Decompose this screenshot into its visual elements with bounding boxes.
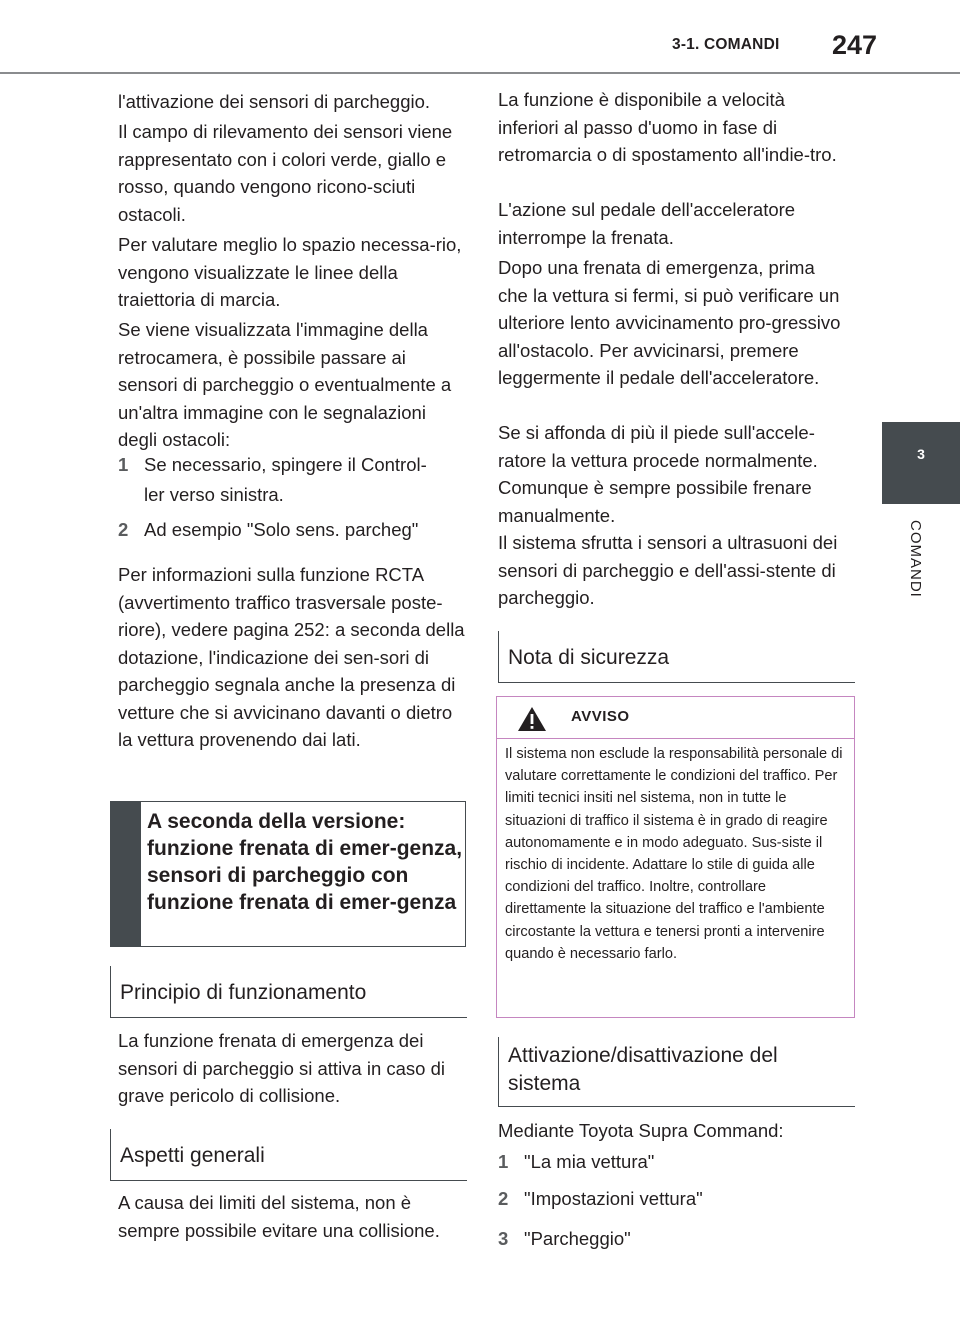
heading-bar bbox=[111, 802, 141, 946]
left-step-1 bbox=[118, 451, 468, 511]
header-rule bbox=[0, 72, 960, 74]
principle-paragraph: La funzione frenata di emergenza dei sensori di parcheggio si attiva in caso di grave pericolo di collisione. bbox=[118, 1030, 446, 1106]
step-text: "Impostazioni vettura" bbox=[524, 1188, 703, 1209]
subheading-general bbox=[110, 1129, 467, 1181]
chapter-tab-label: COMANDI bbox=[907, 520, 924, 598]
left-step-2 bbox=[118, 516, 468, 546]
left-paragraph-3: Per valutare meglio lo spazio necessa-rio, vengono visualizzate le linee della traiettoria di marcia. bbox=[118, 234, 462, 310]
subheading-safety bbox=[498, 631, 855, 683]
section-heading-box bbox=[110, 801, 466, 947]
right-paragraph-5: Il sistema sfrutta i sensori a ultrasuoni dei sensori di parcheggio e dell'assi-stente di parcheggio. bbox=[498, 532, 838, 608]
right-paragraph-3: Dopo una frenata di emergenza, prima che la vettura si fermi, si può verificare un ulteriore lento avvicinamento pro-gressivo all'ostacolo. Per avvicinarsi, premere leggermente il pedale dell'acceleratore. bbox=[498, 257, 841, 388]
rcta-paragraph: Per informazioni sulla funzione RCTA (avvertimento traffico trasversale poste-riore), vedere pagina 252: a seconda della dotazione, l'indicazione dei sen-sori di parcheggio segnala anche la presenza di vetture che si avvicinano davanti o dietro la vettura provenendo dai lati. bbox=[118, 564, 465, 750]
step-text: "Parcheggio" bbox=[524, 1228, 631, 1249]
step-number: 1 bbox=[498, 1151, 509, 1172]
warning-box bbox=[496, 696, 855, 1018]
right-step-2 bbox=[498, 1185, 848, 1215]
step-text-line-1: Se necessario, spingere il Control- bbox=[144, 454, 427, 475]
right-step-3 bbox=[498, 1225, 848, 1255]
chapter-tab bbox=[882, 422, 960, 504]
right-paragraph-4: Se si affonda di più il piede sull'accele-ratore la vettura procede normalmente. Comunque è sempre possibile frenare manualmente. bbox=[498, 422, 818, 526]
left-paragraph-1: l'attivazione dei sensori di parcheggio. bbox=[118, 91, 431, 112]
activation-intro: Mediante Toyota Supra Command: bbox=[498, 1120, 784, 1141]
warning-header bbox=[497, 697, 854, 739]
step-number: 2 bbox=[118, 519, 129, 540]
general-paragraph: A causa dei limiti del sistema, non è sempre possibile evitare una collisione. bbox=[118, 1192, 440, 1241]
step-number: 1 bbox=[118, 454, 129, 475]
right-paragraph-1: La funzione è disponibile a velocità inferiori al passo d'uomo in fase di retromarcia o di spostamento all'indie-tro. bbox=[498, 89, 837, 165]
chapter-tab-number: 3 bbox=[917, 446, 925, 462]
left-paragraph-4: Se viene visualizzata l'immagine della retrocamera, è possibile passare ai sensori di parcheggio o eventualmente a un'altra immagine con le segnalazioni degli ostacoli: bbox=[118, 319, 452, 450]
right-step-1 bbox=[498, 1148, 848, 1178]
subheading-principle-text: Principio di funzionamento bbox=[120, 981, 367, 1004]
subheading-principle bbox=[110, 966, 467, 1018]
warning-triangle-icon bbox=[517, 706, 547, 732]
step-text: Ad esempio "Solo sens. parcheg" bbox=[144, 519, 419, 540]
step-text-line-2: ler verso sinistra. bbox=[144, 484, 284, 505]
page-number: 247 bbox=[832, 30, 878, 60]
step-number: 2 bbox=[498, 1188, 509, 1209]
subheading-activation-text: Attivazione/disattivazione del sistema bbox=[508, 1044, 778, 1095]
step-number: 3 bbox=[498, 1228, 509, 1249]
step-text: "La mia vettura" bbox=[524, 1151, 655, 1172]
subheading-activation bbox=[498, 1037, 855, 1107]
right-paragraph-2: L'azione sul pedale dell'acceleratore interrompe la frenata. bbox=[498, 199, 796, 248]
header-section-title: 3-1. COMANDI bbox=[672, 36, 780, 53]
section-heading: A seconda della versione: funzione frenata di emer-genza, sensori di parcheggio con funzione frenata di emer-genza bbox=[147, 810, 463, 914]
warning-title: AVVISO bbox=[571, 708, 630, 725]
subheading-safety-text: Nota di sicurezza bbox=[508, 646, 670, 669]
left-paragraph-2: Il campo di rilevamento dei sensori viene rappresentato con i colori verde, giallo e rosso, quando vengono ricono-sciuti ostacoli. bbox=[118, 121, 453, 225]
subheading-general-text: Aspetti generali bbox=[120, 1144, 265, 1167]
warning-text: Il sistema non esclude la responsabilità personale di valutare correttamente le condizioni del traffico. Per limiti tecnici insiti nel sistema, non in tutte le situazioni di traffico il sistema è in grado di reagire autonomamente e in modo adeguato. Sus-siste il rischio di incidente. Adattare lo stile di guida alle condizioni del traffico. Inoltre, controllare direttamente la situazione del traffico e l'ambiente circostante la vettura e tenersi pronti a intervenire quando è necessario farlo. bbox=[505, 746, 843, 962]
